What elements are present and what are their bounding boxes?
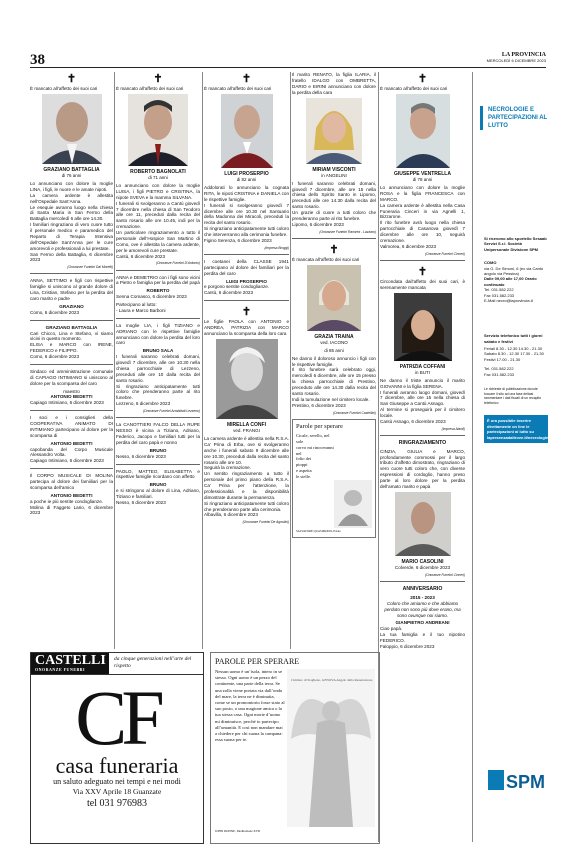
notice-text: Ciao papà. La tua famiglia e il tuo nipotino FEDERICO. Faloppio, 6 dicembre 2023 [380, 626, 465, 649]
deceased-name: GRAZIANO BATTAGLIA [43, 166, 100, 173]
portrait-photo [221, 94, 273, 168]
office-city: COMO [484, 260, 497, 266]
deceased-name: GRAZIA TRAINA [314, 333, 354, 340]
parole-per-sperare-mini [292, 419, 376, 538]
notice-text: Lo annunciano con dolore la moglie LUISA, i figli PIETRO e CRISTINA, la nipote SVEVA e la mamma SILVANA. I funerali si svolgeranno a Cantù giovedì 7 dicembre nella chiesa di San Teodoro alle ore 11, preceduti dalla recita del santo rosario alle ore 10.45, indi per la cremazione. Un particolare ringraziamento a tutto il personale dell’Hospice San Martino di Como, ove è allestita la camera ardente, per le amorevoli cure prestate. Cantù, 6 dicembre 2023 [116, 183, 200, 259]
notice-text: I soci e i consiglieri della COOPERATIVA ANIMATO DI INTIMIANO partecipano al dolore per la scomparsa di [30, 415, 113, 438]
fax-number: Fax 031.582.233 [484, 292, 515, 298]
sculpture-image [334, 480, 372, 528]
divider [30, 364, 113, 365]
notice-text: I coetanei della CLASSE 1941 partecipano al dolore dei familiari per la perdita del caro [204, 258, 289, 276]
notice-text: Sindaco ed amministrazione comunale di CAPIAGO INTIMIANO si uniscono al dolore per la scomparsa del caro [30, 368, 113, 386]
notice-text: CINZIA, GIULIA e MARCO, profondamente commossi per il largo tributo d’affetto dimostrato, ringraziano di vero cuore tutti coloro che, con diverse espressioni di cordoglio, hanno preso parte al loro dolore per la perdita dell’amato marito e papà [380, 448, 465, 489]
ad-tagline: un saluto adeguato nei tempi e nei modi [53, 777, 181, 786]
portrait-photo [396, 94, 450, 168]
ad-slogan: da cinque generazioni nell’arte del rispetto [114, 656, 192, 669]
notice-intro: È mancato all’affetto dei suoi cari [116, 86, 184, 91]
masthead [487, 52, 546, 63]
divider [116, 270, 200, 271]
column-divider [290, 72, 291, 649]
obituary-column-3 [204, 72, 289, 649]
divider [204, 300, 289, 301]
office-hours: Dalle 09,00 alle 17,00 Orario continuato [484, 276, 537, 287]
deceased-name: MIRELLA CONFI [227, 421, 266, 428]
masthead-title: LA PROVINCIA [501, 52, 546, 58]
notice-date: Capiago Intimiano, 6 dicembre 2023 [30, 400, 104, 406]
deceased-name: ROBERTO BAGNOLATI [130, 168, 186, 175]
portrait-photo [394, 293, 452, 361]
divider [116, 318, 200, 319]
notice-text: La camera ardente è allestita nella R.S.A. Ca’ Prina di Erba, ove si svolgeranno anche i funerali sabato 9 dicembre alle ore 10.30, preceduti dalla recita del santo rosario alle ore 10. Seguirà la cremazione. Un sentito ringraziamento a tutto il personale del primo piano della R.S.A. Ca’ Prina per l’attenzione, la professionalità e la disponibilità dimostrate durante la permanenza. Si ringraziano anticipatamente tutti coloro che prenderanno parte alla cerimonia. Albavilla, 6 dicembre 2023 [204, 436, 289, 518]
anniversary-years: 2015 - 2023 [410, 594, 435, 600]
publication-note: Le richieste di pubblicazione dovute toccare il sito ad una fase deltasi rammentare i dati fiscali di un recapito telefonico [484, 387, 542, 405]
poem-author: SALVATORE QUASIMODO, Estate [296, 528, 341, 533]
fax-number: Fax 031.582.233 [484, 371, 515, 377]
divider [30, 273, 113, 274]
deceased-name: BRUNO SALA [142, 348, 174, 354]
portrait-photo [307, 265, 361, 331]
divider [30, 320, 113, 321]
notice-intro: Circondata dall’affetto dei suoi cari, è serenamente mancata [380, 278, 465, 290]
deceased-age: di 85 anni [324, 347, 344, 353]
deceased-name: LUIGI PROSERPIO [224, 170, 269, 177]
notice-text: e porgono sentite condoglianze. Cantù, 6 dicembre 2023 [204, 284, 270, 296]
obituary-column-5 [380, 72, 465, 842]
notice-text: Ne danno il doloroso annuncio i figli con le rispettive famiglie. Il rito funebre sarà celebrato oggi, mercoledì 6 dicembre, alle ore 15 presso la chiesa parrocchiale di Prestino, preceduto alle ore 14.30 dalla recita del santo rosario. Indi la tumulazione nel cimitero locale. Prestino, 6 dicembre 2023 [292, 355, 376, 408]
deceased-name: GIUSEPPE VENTRELLA [394, 170, 451, 177]
notice-intro: È mancato all’affetto dei suoi cari [380, 86, 448, 91]
cf-logo: CF [75, 674, 159, 761]
deceased-name: LUIGI PROSERPIO [226, 278, 267, 284]
funeral-home: (Impresa Aiardi) [441, 426, 465, 431]
section-heading: ANNIVERSARIO [402, 586, 443, 593]
notice-date: Nesso, 6 dicembre 2023 [116, 453, 166, 459]
hours-weekdays: Feriali 8.30 - 12.30 14.30 - 21.30 [484, 346, 543, 352]
section-heading: RINGRAZIAMENTO [398, 439, 447, 446]
phone-number[interactable]: Tel. 031.582.222 [484, 366, 514, 372]
notice-text: a poche ie più sentite condoglianze. Molina di Faggeto Lario, 6 dicembre 2023 [30, 498, 113, 516]
page-number: 38 [30, 52, 45, 68]
notice-text: Il CORPO MUSICALE DI MOLINA partecipa al dolore dei famiiliari per la scomparsa dell’amico [30, 473, 113, 490]
deceased-age: di 76 anni [61, 173, 82, 179]
phone-service-heading: Servizio telefonico tutti i giorni sabato e festivi [484, 333, 543, 344]
notice-title: maestro [63, 388, 80, 394]
divider [116, 464, 200, 465]
divider [380, 260, 465, 261]
deceased-name: ANTONIO BEDETTI [50, 492, 93, 498]
cross-icon: ✝ [417, 73, 428, 85]
deceased-age: di 82 anni [236, 177, 257, 183]
notice-intro: È mancata all’affetto dei suoi cari [292, 256, 360, 262]
deceased-married-name: in ANGELINI [321, 172, 347, 178]
notice-text: ANNA, SETTIMO e figli con rispettive famiglie si uniscono al grande dolore di Lina, Cristian, Stefano per la perdita del caro marito e padre [30, 278, 113, 302]
notice-text: capobanda del Corpo Musicale Alessandro Volta. Capiago Intimiano, 6 dicembre 2023 [30, 446, 113, 464]
header-rule [30, 67, 546, 68]
parole-per-sperare-box [210, 652, 380, 844]
anniversary-quote: Coloro che amiamo e che abbiamo perduto non sono più dove erano, ma sono ovunque noi siamo. [384, 600, 461, 618]
notice-text: PAOLO, MATTEO, ELISABETTA e rispettive famiglie ricordano con affetto [116, 468, 200, 480]
notice-intro: È mancato all’affetto dei suoi cari [30, 86, 98, 91]
notice-text: ANNA e DEMETRIO con i figli sono vicini a Pietro e famiglia per la perdita del papà [116, 274, 200, 286]
notice-date: Como, 6 dicembre 2023 [30, 309, 80, 315]
deceased-married-name: in BUTI [414, 370, 430, 375]
deceased-married-name: ved. FRANGI [233, 428, 260, 434]
ad-brand [31, 653, 109, 674]
castelli-funeral-ad[interactable] [30, 652, 204, 844]
ad-phone[interactable]: tel 031 976983 [87, 798, 147, 809]
portrait-photo [395, 492, 451, 556]
funeral-home: (Onoranze Funebri Cinceri) [425, 251, 465, 256]
funeral-home: (Onoranze Funebri D’Antonio) [156, 261, 200, 266]
ad-title: casa funeraria [55, 753, 179, 778]
cross-icon: ✝ [153, 73, 163, 85]
funeral-home: (Onoranze Funebri Dal Moretti) [67, 265, 113, 270]
notice-text: I funerali saranno celebrati domani, giovedì 7 dicembre, alle ore 15 nella chiesa dello Spirito Santo in Lipomo, preceduti alle ore 14.30 dalla recita del santo rosario. Un grazie di cuore a tutti coloro che prenderanno parte al rito funebre. Lipomo, 6 dicembre 2023 [292, 180, 376, 227]
deceased-name: BRUNO [149, 447, 167, 453]
sculpture-caption: Cimitero di Staglieno, GENOVA Angelo della Resurrezione [291, 678, 373, 682]
notice-text: I funerali saranno celebrati domani, giovedì 7 dicembre, alle ore 10.30 nella chiesa parrocchiale di Lezzeno, preceduti alle ore 10 dalla recita del santo rosario. Si ringraziano anticipatamente tutti coloro che prenderanno parte al rito funebre. Lezzeno, 6 dicembre 2023 [116, 354, 200, 407]
deceased-name: GRAZIANO [59, 303, 84, 309]
spm-logo [488, 766, 548, 794]
deceased-name: ANTONIO BEDETTI [50, 394, 93, 400]
sidebar-title: NECROLOGIE E PARTECIPAZIONI AL LUTTO [480, 106, 550, 130]
deceased-age: di 78 anni [412, 177, 433, 183]
ad-address: Via XXV Aprile 18 Guanzate [72, 787, 162, 796]
hours-holidays: Festivi 17.00 - 21.30 [484, 356, 521, 362]
ad-header [31, 653, 203, 675]
cross-icon: ✝ [417, 265, 428, 278]
notice-text: Addolorati lo annunciano la cognata RITA, le nipoti CRISTINA e DANIELA con le rispettive famiglie. I funerali si svolgeranno giovedì 7 dicembre alle ore 10.30 nel Santuario della Madonna dei Miracoli, preceduti la recita del santo rosario. Si ringraziano anticipatamente tutti coloro che interverranno alla cerimonia funebre. Figino Serenza, 6 dicembre 2023 [204, 185, 289, 243]
poem-text: Nessun uomo è un’isola, intero in se stesso. Ogni uomo è un pezzo del continente, una parte della terra. Se una zolla viene portata via dall’onda del mare, la terra ne è diminuita, come se un promontorio fosse stato al suo posto, o una magione amica o la tua stessa casa. Ogni morte d’uomo mi diminuisce, perché io partecipo all’umanità. E così non mandare mai a chiedere per chi suona la campana: essa suona per te. [215, 669, 285, 743]
divider [116, 417, 200, 418]
cross-icon: ✝ [329, 243, 339, 256]
cross-icon: ✝ [241, 73, 252, 85]
notice-date: Colverde, 6 dicembre 2023 [394, 565, 451, 571]
obituary-column-1 [30, 72, 113, 649]
deceased-name: BRUNO [149, 482, 167, 488]
service-info [484, 236, 548, 443]
deceased-name: PATRIZIA COFFANI [399, 363, 446, 370]
notice-text: Ne danno il triste annuncio il marito GIOVANNI e la figlia SERENA. I funerali avranno luogo domani, giovedì 7 dicembre, alle ore 15 nella chiesa di San Giuseppe a Cantù Asnago. Al termine si proseguirà per il cimitero locale. Cantù Asnago, 6 dicembre 2023 [380, 377, 465, 424]
funeral-home: (Impresa Broggi) [264, 245, 289, 250]
angel-sculpture-image [287, 669, 375, 827]
deceased-name: GIANPIETRO ANDREANI [395, 620, 450, 626]
funeral-home: (Onoranze Funebri Castellini) [332, 410, 376, 415]
cross-icon: ✝ [241, 306, 252, 319]
notice-text: La CANOTTIERI FALCO DELLA RUPE NESSO è vicina a Tiziano, Adriano, Federico, Jacopo e famiiliari tutti per la perdita del caro papà e nonno [116, 422, 200, 445]
phone-number[interactable]: Tel. 031.582.222 [484, 287, 514, 293]
poem-text: Cicale, serello, nel sole corvo mi rinoceranni nel folto dei pioppi e aspetta le stelle. [296, 433, 334, 479]
deceased-name: MARIO CASOLINI [401, 558, 444, 565]
deceased-name: MIRIAM VISCONTI [312, 166, 356, 173]
notice-text: Lo annunciano con dolore la moglie LINA, i figli, le nuore e le amate nipoti. La camera ardente è allestita nell’Ospedale Sant’Anna. Le esequie avranno luogo nella chiesa di Santa Maria in San Fermo della Battaglia mercoledì 6 alle ore 14.30. I familiari ringraziano di vero cuore tutto il personale medico e paramedico del Reparto di Terapia Intensiva dell’Ospedale Sant’Anna per le cure amorevoli e professionali a lui prestate. San Fermo della Battaglia, 6 dicembre 2023 [30, 181, 113, 263]
box-title: Parole per sperare [296, 422, 343, 430]
notice-intro: È mancato all’affetto dei suoi cari [204, 86, 272, 91]
column-divider [202, 72, 203, 649]
notice-text: La moglie LIA, i figli TIZIANO e ADRIANO con le rispettive famiglie annunciano con dolore la perdita del loro caro [116, 322, 200, 346]
masthead-date: MERCOLEDÌ 6 DICEMBRE 2023 [486, 57, 546, 63]
divider [30, 468, 113, 469]
spm-logo-text: SPM [506, 772, 546, 792]
funeral-home: (Onoranze Funebri Ramirez - Lazzaro) [319, 229, 376, 234]
funeral-home: (Onoranze Funebri De Agostini) [242, 520, 289, 525]
deceased-name: GRAZIANO BATTAGLIA [45, 324, 98, 330]
divider [204, 254, 289, 255]
portrait-photo [306, 98, 362, 164]
notice-text: Lo annunciano con dolore la moglie ROSA e la figlia FRANCESCA con MARCO. La camera ardente è allestita nella Casa Funeraria Cinceri in via Agnelli 1, Bizzarone. Il rito funebre avrà luogo nella chiesa parrocchiale di Casanova giovedì 7 dicembre alle ore 10, seguirà cremazione. Valmorea, 6 dicembre 2023 [380, 185, 465, 249]
funeral-home: (Onoranze Funebri Arrabbiati Lezzeno) [142, 409, 200, 414]
divider [292, 238, 376, 239]
office-address: via G. De Simoni, 6 (ex via Cantù angolo via Pessina) [484, 265, 544, 276]
cross-icon: ✝ [66, 73, 77, 85]
deceased-name: ANTONIO BEDETTI [50, 440, 93, 446]
column-divider [472, 72, 473, 842]
notice-date: Senna Comasco, 6 dicembre 2023 [116, 294, 187, 300]
portrait-photo [128, 94, 188, 166]
brand-subtitle: ONORANZE FUNEBRI [35, 667, 86, 672]
portrait-photo [42, 94, 102, 164]
deceased-age: di 71 anni [148, 175, 168, 181]
obituary-column-2 [116, 72, 200, 649]
obituary-column-4 [292, 72, 376, 649]
notice-intro: Le figlie PAOLA con ANTONIO e ANDREA, PATRIZIA con MARCO annunciano la scomparsa della loro cara [204, 319, 289, 336]
notice-text: Cari Chicco, Lina e Stefano, vi siamo vicini in questo momento. ELISA e MARCO con IRENE, FEDERICO e FILIPPO. Como, 6 dicembre 2023 [30, 330, 113, 360]
divider [380, 581, 465, 582]
brand-name: CASTELLI [35, 653, 106, 668]
online-promo[interactable]: È ora possibile inserire direttamente on line le partecipazioni al lutto su lapresenzadaltrove.it/necrologie [484, 415, 548, 443]
divider [30, 410, 113, 411]
email-address[interactable]: E-Mail necro@laprovincia.it [484, 297, 533, 303]
funeral-home: (Onoranze Funebri Cinceri) [425, 573, 465, 578]
deceased-married-name: ved. IACONO [320, 340, 348, 346]
notice-text: e si stringono al dolore di Lina, Adriano, Tiziano e familiari. Nesso, 6 dicembre 2023 [116, 488, 200, 505]
divider [380, 435, 465, 436]
portrait-photo [216, 339, 278, 419]
deceased-name: ROBERTO [146, 288, 170, 294]
service-intro: Si ricevono allo sportello Sesaab Servizi S.r.l. Società Unipersonale Divisione SPM [484, 236, 547, 252]
page-header [0, 0, 580, 68]
poem-author: JOHN DONNE, Meditazione XVII [215, 829, 261, 833]
condolence-list: Partecipano al lutto: - Laura e Marco Barboni [116, 302, 166, 313]
column-divider [114, 72, 115, 649]
hours-saturday: Sabato 8.30 - 12.30 17.30 - 21.30 [484, 351, 544, 357]
notice-intro: Il marito RENATO, la figlia ILARIA, il fratello IDALGO con OMBRETTA, DARIO e EIRINI annunciano con dolore la perdita della cara [292, 72, 376, 95]
box-title: PAROLE PER SPERARE [215, 657, 300, 666]
